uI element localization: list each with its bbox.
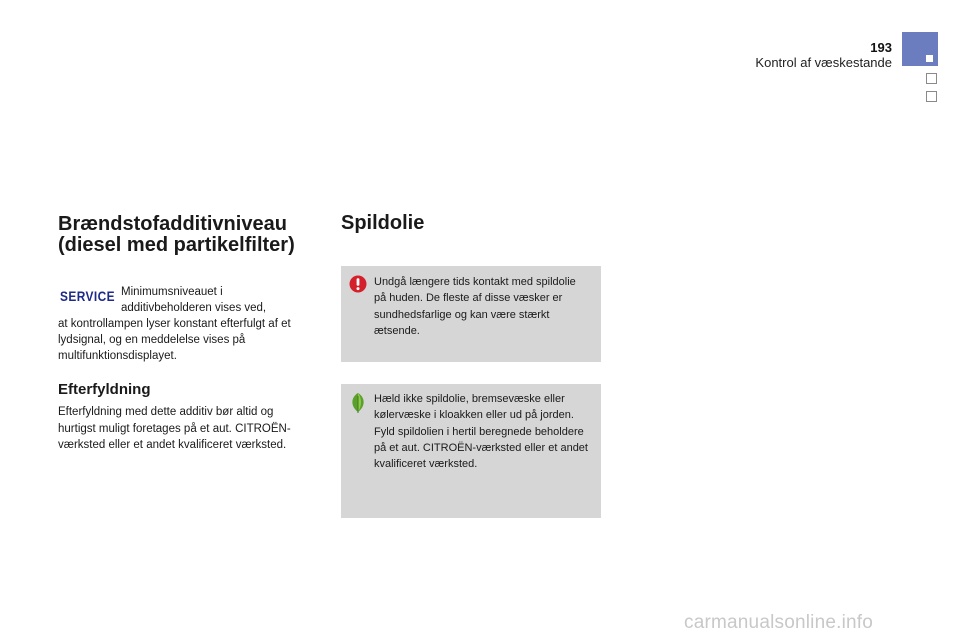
chapter-tab-empty-1 (926, 73, 937, 84)
environment-text: Hæld ikke spildolie, bremsevæske eller kølervæske i kloakken eller ud på jorden. Fyld spildolien i hertil beregnede beholdere på et aut. CITROËN-værksted eller et andet kvalificeret værksted. (374, 393, 588, 471)
watermark: carmanualsonline.info (684, 612, 874, 633)
fuel-additive-title-line1: Brændstofadditivniveau (58, 213, 287, 235)
waste-oil-title: Spildolie (341, 212, 425, 234)
refill-title: Efterfyldning (58, 381, 151, 398)
warning-box (341, 266, 601, 362)
min-level-text-1: Minimumsniveauet i additivbeholderen vises ved, (121, 286, 267, 314)
refill-text: Efterfyldning med dette additiv bør altid og hurtigst muligt foretages på et aut. CITROËN-værksted eller et andet kvalificeret værksted. (58, 406, 291, 451)
service-warning-icon: SERVICE (60, 288, 116, 304)
warning-text: Undgå længere tids kontakt med spildolie på huden. De fleste af disse væsker er sundhedsfarlige og kan være stærkt ætsende. (374, 276, 576, 337)
min-level-text-2: at kontrollampen lyser konstant efterfulgt af et lydsignal, og en meddelelse vises på multifunktionsdisplayet. (58, 318, 291, 362)
leaf-icon (349, 392, 367, 414)
chapter-tab-empty-2 (926, 91, 937, 102)
fuel-additive-title (58, 214, 295, 256)
warning-icon (349, 275, 367, 293)
fuel-additive-title-line2: (diesel med partikelfilter) (58, 234, 295, 256)
page-number: 193 (870, 40, 892, 55)
chapter-tab-marker (926, 55, 933, 62)
section-title: Kontrol af væskestande (755, 55, 892, 70)
environment-box (341, 384, 601, 518)
